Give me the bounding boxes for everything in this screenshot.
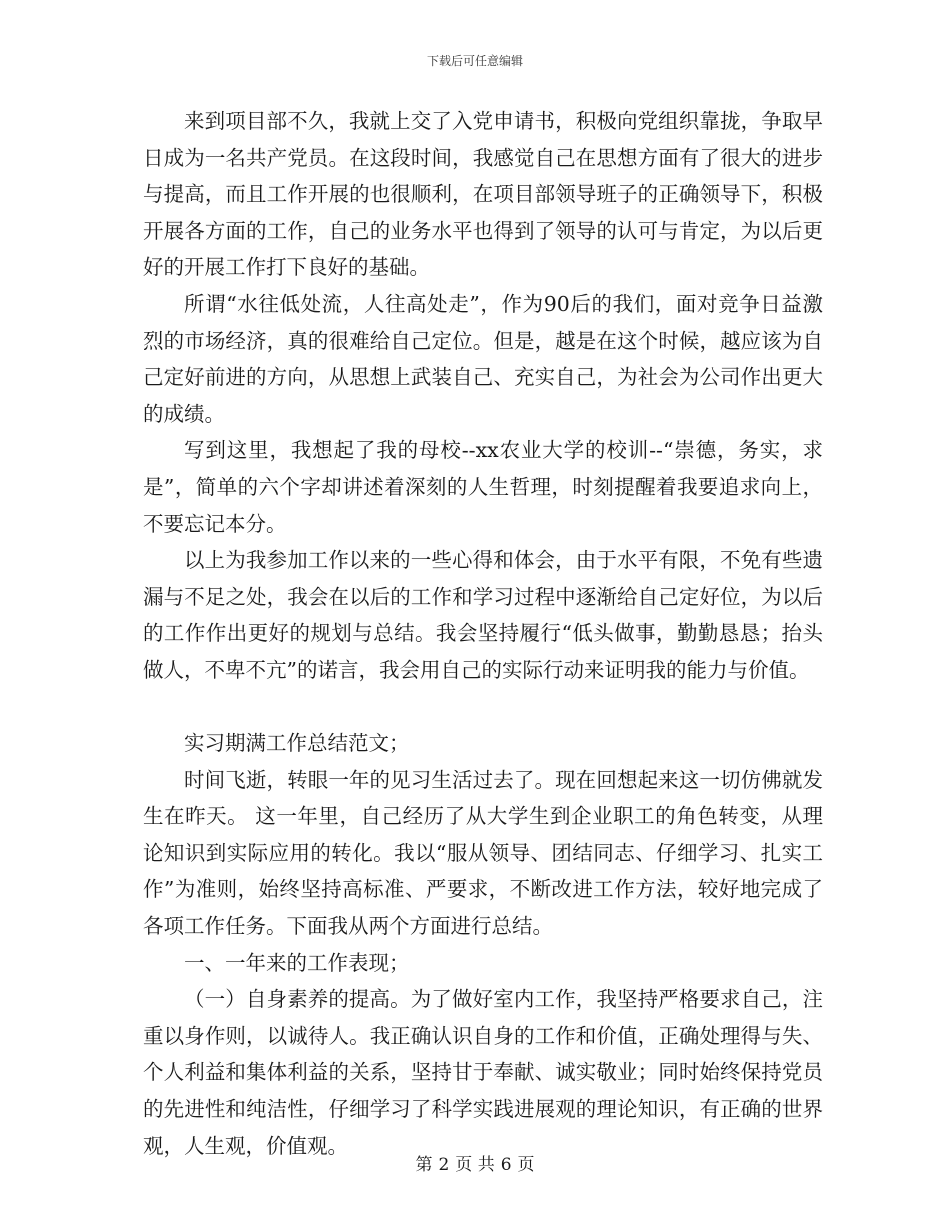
page-number-current: 2 <box>438 1155 450 1175</box>
paragraph-self-quality: （一）自身素养的提高。为了做好室内工作，我坚持严格要求自己，注重以身作则，以诚待人。我正确认识自身的工作和价值，正确处理得与失、个人利益和集体利益的关系，坚持甘于奉献、诚实敬业；同时始终保持党员的先进性和纯洁性，仔细学习了科学实践进展观的理论知识，有正确的世界观，人生观，价值观。 <box>143 987 823 1158</box>
section-heading-internship-summary: 实习期满工作总结范文； <box>184 731 410 756</box>
page-number-total: 6 <box>500 1155 512 1175</box>
paragraph-spacer <box>143 689 823 726</box>
paragraph-year-overview: 时间飞逝，转眼一年的见习生活过去了。现在回想起来这一切仿佛就发生在昨天。 这一年里，自己经历了从大学生到企业职工的角色转变，从理论知识到实际应用的转化。我以“服从领导、团结同志、仔细学习、扎实工作”为准则，始终坚持高标准、严要求，不断改进工作方法，较好地完成了各项工作任务。下面我从两个方面进行总结。 <box>143 767 823 939</box>
page-number-middle: 页 共 <box>455 1155 495 1175</box>
page-header-note: 下载后可任意编辑 <box>426 54 523 68</box>
subheading-work-performance: 一、一年来的工作表现； <box>184 950 410 975</box>
page-number-footer <box>0 1154 950 1176</box>
page-number-prefix: 第 <box>415 1155 433 1175</box>
paragraph-school-motto: 写到这里，我想起了我的母校--xx农业大学的校训--“崇德，务实，求是”，简单的六个字却讲述着深刻的人生哲理，时刻提醒着我要追求向上，不要忘记本分。 <box>143 438 823 536</box>
paragraph-party-application: 来到项目部不久，我就上交了入党申请书，积极向党组织靠拢，争取早日成为一名共产党员。在这段时间，我感觉自己在思想方面有了很大的进步与提高，而且工作开展的也很顺利，在项目部领导班子的正确领导下，积极开展各方面的工作，自己的业务水平也得到了领导的认可与肯定，为以后更好的开展工作打下良好的基础。 <box>143 109 823 280</box>
page-number-suffix: 页 <box>517 1155 535 1175</box>
paragraph-self-positioning: 所谓“水往低处流，人往高处走”，作为90后的我们，面对竞争日益激烈的市场经济，真的很难给自己定位。但是，越是在这个时候，越应该为自己定好前进的方向，从思想上武装自己、充实自己，为社会为公司作出更大的成绩。 <box>143 291 823 426</box>
paragraph-closing-reflection: 以上为我参加工作以来的一些心得和体会，由于水平有限，不免有些遗漏与不足之处，我会在以后的工作和学习过程中逐渐给自己定好位，为以后的工作作出更好的规划与总结。我会坚持履行“低头做事，勤勤恳恳；抬头做人，不卑不亢”的诺言，我会用自己的实际行动来证明我的能力与价值。 <box>143 548 823 682</box>
document-body <box>143 103 823 1164</box>
